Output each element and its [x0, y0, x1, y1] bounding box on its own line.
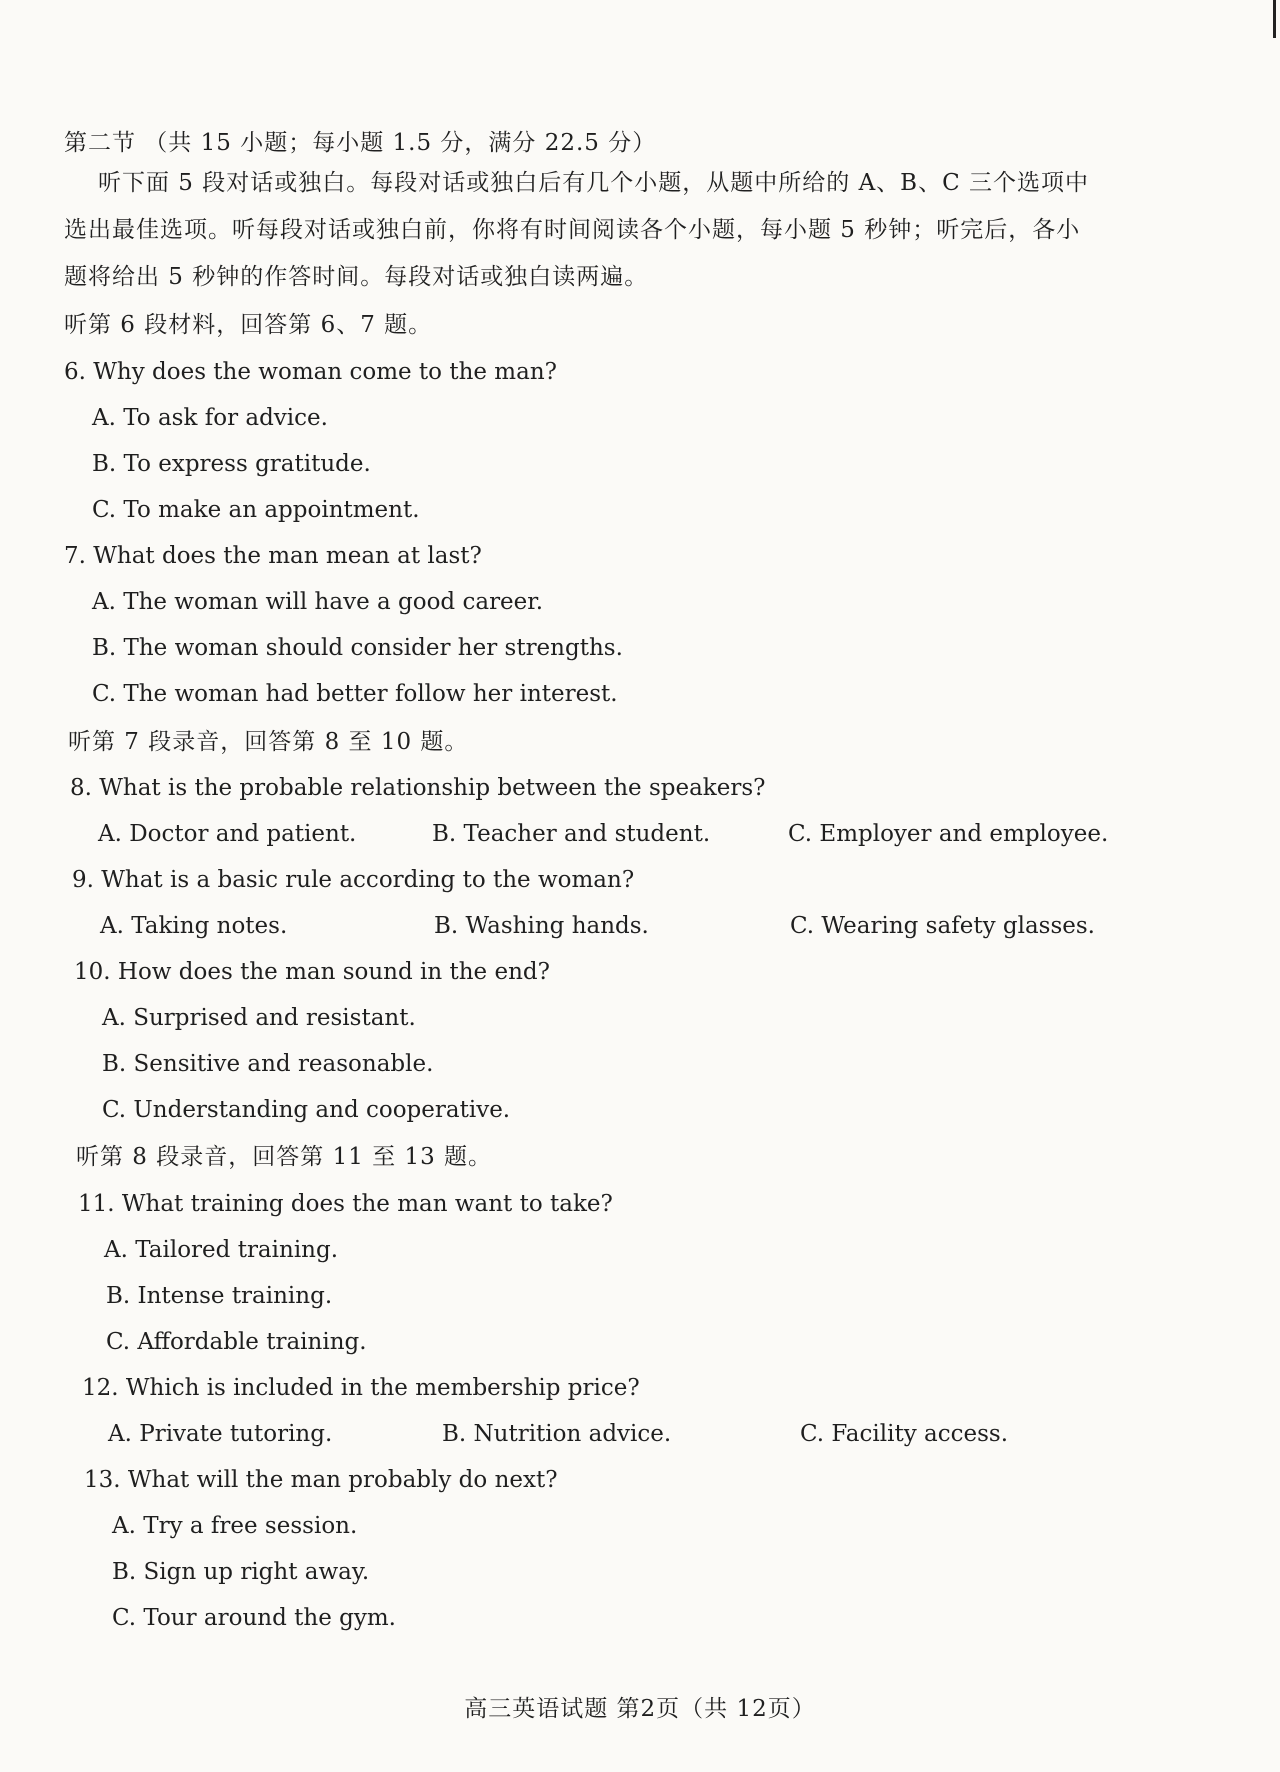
option-b: B. The woman should consider her strengths.	[92, 635, 623, 661]
option-c: C. Affordable training.	[106, 1329, 367, 1355]
option-a: A. The woman will have a good career.	[92, 589, 544, 615]
option-a: A. Tailored training.	[104, 1237, 339, 1263]
option-b: B. Sensitive and reasonable.	[102, 1051, 434, 1077]
option-c: C. Facility access.	[800, 1421, 1009, 1447]
group-heading: 听第 7 段录音，回答第 8 至 10 题。	[68, 729, 469, 755]
option-c: C. The woman had better follow her interest.	[92, 681, 618, 707]
scan-edge-mark	[1273, 0, 1276, 38]
question-stem: 12. Which is included in the membership price?	[82, 1375, 640, 1401]
option-a: A. Taking notes.	[100, 913, 288, 939]
option-c: C. Tour around the gym.	[112, 1605, 396, 1631]
option-b: B. Sign up right away.	[112, 1559, 370, 1585]
question-stem: 13. What will the man probably do next?	[84, 1467, 558, 1493]
question-stem: 10. How does the man sound in the end?	[74, 959, 550, 985]
option-a: A. Private tutoring.	[108, 1421, 333, 1447]
question-stem: 7. What does the man mean at last?	[64, 543, 482, 569]
section-instructions: 听下面 5 段对话或独白。每段对话或独白后有几个小题，从题中所给的 A、B、C 三个选项中选出最佳选项。听每段对话或独白前，你将有时间阅读各个小题，每小题 5 秒钟；听完后，各小题将给出 5 秒钟的作答时间。每段对话或独白读两遍。	[64, 170, 1089, 290]
question-stem: 8. What is the probable relationship between the speakers?	[70, 775, 766, 801]
option-b: B. Intense training.	[106, 1283, 333, 1309]
option-a: A. Surprised and resistant.	[102, 1005, 416, 1031]
option-c: C. Wearing safety glasses.	[790, 913, 1095, 939]
question-stem: 9. What is a basic rule according to the woman?	[72, 867, 635, 893]
page-footer: 高三英语试题 第2页（共 12页）	[464, 1696, 816, 1722]
option-b: B. To express gratitude.	[92, 451, 371, 477]
group-heading: 听第 6 段材料，回答第 6、7 题。	[64, 312, 433, 338]
option-a: A. Doctor and patient.	[98, 821, 357, 847]
option-b: B. Nutrition advice.	[442, 1421, 672, 1447]
option-c: C. Employer and employee.	[788, 821, 1109, 847]
option-a: A. Try a free session.	[112, 1513, 358, 1539]
option-b: B. Teacher and student.	[432, 821, 711, 847]
option-c: C. To make an appointment.	[92, 497, 420, 523]
section-title: 第二节 （共 15 小题；每小题 1.5 分，满分 22.5 分）	[64, 130, 657, 156]
group-heading: 听第 8 段录音，回答第 11 至 13 题。	[76, 1144, 493, 1170]
question-stem: 11. What training does the man want to take?	[78, 1191, 613, 1217]
option-c: C. Understanding and cooperative.	[102, 1097, 511, 1123]
option-a: A. To ask for advice.	[92, 405, 328, 431]
question-stem: 6. Why does the woman come to the man?	[64, 359, 557, 385]
option-b: B. Washing hands.	[434, 913, 649, 939]
